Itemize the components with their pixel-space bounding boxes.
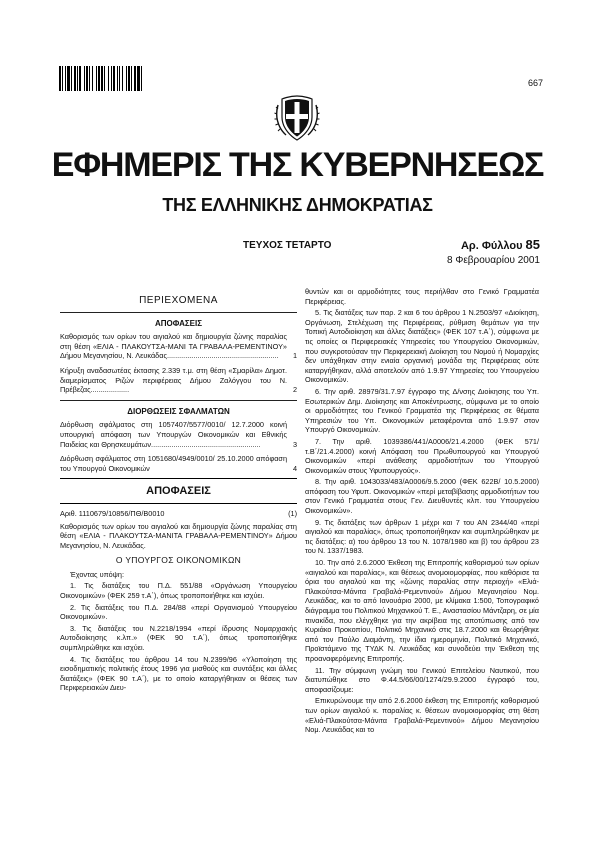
issue-date: 8 Φεβρουαρίου 2001 (447, 255, 540, 266)
right-column (305, 287, 539, 737)
barcode (59, 66, 180, 91)
decision-reference (60, 509, 297, 519)
paragraph: 2. Τις διατάξεις του Π.Δ. 284/88 «περί Οργανισμού Υπουργείου Οικονομικών». (60, 602, 297, 622)
paragraph: 11. Την σύμφωνη γνώμη του Γενικού Επιτελείου Ναυτικού, που διατυπώθηκε στο Φ.44.5/66/00/1274/29.9.2000 έγγραφό του, αποφασίζουμε: (305, 665, 539, 694)
contents-entry-page: 2 (292, 385, 297, 395)
greek-coat-of-arms-icon (272, 93, 322, 143)
divider (60, 478, 297, 479)
contents-corrections-heading: ΔΙΟΡΘΩΣΕΙΣ ΣΦΑΛΜΑΤΩΝ (127, 406, 230, 416)
divider (60, 400, 297, 401)
gazette-title: ΕΦΗΜΕΡΙΣ ΤΗΣ ΚΥΒΕΡΝΗΣΕΩΣ (51, 146, 544, 184)
paragraph: 4. Τις διατάξεις του άρθρου 14 του Ν.2399/96 «Υλοποίηση της εισοδηματικής πολιτικής έτους 1996 για μισθούς και συντάξεις και άλλες διατάξεις» (ΦΕΚ 90 τ.Α΄), με το οποίο καταργήθηκαν οι θέσεις των Περιφερειακών Διευ- (60, 654, 297, 693)
paragraph: 8. Την αριθ. 1043033/483/Α0006/9.5.2000 (ΦΕΚ 622Β/ 10.5.2000) απόφαση του Υφυπ. Οικονομικών «περί μεταβίβασης αρμοδιοτήτων του στον Γενικό Γραμματέα στους Γεν. Διευθυντές κλπ. του Υπουργείου Οικονομικών». (305, 477, 539, 516)
contents-entry (60, 454, 297, 473)
left-paragraphs (60, 570, 297, 693)
divider (60, 312, 297, 313)
contents-entry-page: 4 (292, 463, 297, 473)
right-paragraphs (305, 287, 539, 735)
contents-entry-page: 1 (292, 351, 297, 361)
divider (60, 503, 297, 504)
minister-heading: Ο ΥΠΟΥΡΓΟΣ ΟΙΚΟΝΟΜΙΚΩΝ (115, 555, 242, 566)
paragraph: 7. Την αριθ. 1039386/441/Α0006/21.4.2000 (ΦΕΚ 571/τ.Β΄/21.4.2000) κοινή Απόφαση του Πρωθυπουργού και Υπουργού Οικονομικών «περί ανάθεσης αρμοδιοτήτων του Υπουργού Οικονομικών στους Υφυπουργούς». (305, 436, 539, 475)
contents-entry (60, 332, 297, 361)
contents-entry-text: Διόρθωση σφάλματος στη 1057407/5577/0010/ 12.7.2000 κοινή υπουργική απόφαση των Υπουργών Οικονομικών και Εθνικής Παιδείας και Θρησκευμάτων...................................................... (60, 420, 287, 449)
paragraph: Επικυρώνουμε την από 2.6.2000 έκθεση της Επιτροπής καθορισμού των ορίων αιγιαλού κ. παραλίας κ. θέσεων ανομοιομορφίας στη θέση «Ελιά-Πλακούτσα-Μάνιτα Γραβαλά-Ρεμεντινού» Δήμου Μεγανησίου Νομ. Λευκάδας και το (305, 696, 539, 735)
gazette-subtitle: ΤΗΣ ΕΛΛΗΝΙΚΗΣ ΔΗΜΟΚΡΑΤΙΑΣ (162, 195, 433, 215)
paragraph: 3. Τις διατάξεις του Ν.2218/1994 «περί ίδρυσης Νομαρχιακής Αυτοδιοίκησης κ.λπ.» (ΦΕΚ 90 τ.Α΄), όπως τροποποιήθηκε συμπληρώθηκε και ισχύει. (60, 623, 297, 653)
paragraph: Έχοντας υπόψη: (70, 569, 124, 579)
contents-entry-text: Κήρυξη αναδασωτέας έκτασης 2.339 τ.μ. στη θέση «Σμαρίλα» Δημοτ. διαμερίσματος Ριζών περιφέρειας Δήμου Ζαλόγγου του Ν. Πρέβεζας................... (60, 365, 287, 395)
decision-ref-number: (1) (288, 508, 297, 518)
contents-entry-page: 3 (292, 439, 297, 449)
paragraph: θυντών και οι αρμοδιότητες τους περιήλθαν στο Γενικό Γραμματέα Περιφέρειας. (305, 287, 539, 306)
sheet-number (461, 237, 540, 252)
paragraph: 5. Τις διατάξεις των παρ. 2 και 6 του άρθρου 1 Ν.2503/97 «Διοίκηση, Οργάνωση, Στελέχωση της Περιφέρειας, ρύθμιση θεμάτων για την Τοπική Αυτοδιοίκηση και άλλες διατάξεις» (ΦΕΚ 107 τ.Α΄), σύμφωνα με τις οποίες οι Περιφερειακές Υπηρεσίες του Υπουργείου Οικονομικών, που συγκροτούσαν την Περιφερειακή Διοίκηση του Νομού ή Νομαρχίες δεν υπάχθηκαν στην ενιαία οργανική μονάδα της Περιφέρειας ούτε καταργήθηκαν, αλλά αποτελούν από 1.9.97 Υπηρεσίες του Υπουργείου Οικονομικών. (305, 308, 539, 385)
decisions-title: ΑΠΟΦΑΣΕΙΣ (146, 485, 211, 498)
paragraph: 1. Τις διατάξεις του Π.Δ. 551/88 «Οργάνωση Υπουργείου Οικονομικών» (ΦΕΚ 259 τ.Α΄), όπως τροποποιήθηκε και ισχύει. (60, 581, 297, 601)
contents-entry-text: Διόρθωση σφάλματος στη 1051680/4949/0010/ 25.10.2000 απόφαση του Υπουργού Οικονομικών (60, 454, 287, 473)
decision-subject: Καθορισμός των ορίων του αιγιαλού και δημιουργία ζώνης παραλίας στη θέση «ΕΛΙΑ - ΠΛΑΚΟΥΤΣΑ-ΜΑΝΙΤΑ ΓΡΑΒΑΛΑ-ΡΕΜΕΝΤΙΝΟΥ» Δήμου Μεγανησίου, Ν. Λευκάδας. (60, 521, 297, 550)
paragraph: 6. Την αριθ. 28979/31.7.97 έγγραφο της Δ/νσης Διοίκησης του Υπ. Εσωτερικών Δημ. Διοίκησης και Αποκέντρωσης, σύμφωνα με το οποίο οι αρμοδιότητες του Γενικού Γραμματέα της Περιφέρειας σε θέματα Υπηρεσιών του Υπ. Οικονομικών μεταφέρονται από 1.9.97 στον Υπουργό Οικονομικών. (305, 386, 539, 435)
sheet-number-value: 85 (525, 237, 540, 252)
issue-label: ΤΕΥΧΟΣ ΤΕΤΑΡΤΟ (243, 240, 332, 251)
contents-entry-text: Καθορισμός των ορίων του αιγιαλού και δημιουργία ζώνης παραλίας στη θέση «ΕΛΙΑ - ΠΛΑΚΟΥΤΣΑ-ΜΑΝΙ ΤΑ ΓΡΑΒΑΛΑ-ΡΕΜΕΝΤΙΝΟΥ» Δήμου Μεγανησίου, Ν. Λευκάδας....................................................... (60, 332, 287, 361)
paragraph: 9. Τις διατάξεις των άρθρων 1 μέχρι και 7 του ΑΝ 2344/40 «περί αιγιαλού και παραλίας», όπως τροποποιήθηκαν και συμπληρώθηκαν με τις διατάξεις: α) του άρθρου 13 του Ν. 1078/1980 και β) του άρθρου 23 του Ν. 1337/1983. (305, 517, 539, 556)
contents-entry (60, 420, 297, 449)
decision-ref: Αριθ. 1110679/10856/ΠΘ/Β0010 (60, 508, 165, 518)
page-number: 667 (527, 78, 543, 88)
paragraph: 10. Την από 2.6.2000 Έκθεση της Επιτροπής καθορισμού των ορίων «αιγιαλού και παραλίας», και θέσεως ανομοιομορφίας, που καθόρισε τα όρια του αιγιαλού και της «ζώνης παραλίας στην περιοχή» «Ελιά-Πλακούτσα-Μάνιτα Γραβαλά-Ρεμεντινού» Δήμου Μεγανησίου Νομ. Λευκάδας, και το από Ιανουάριο 2000, με κλίμακα 1:500, Τοπογραφικό διάγραμμα του Πολιτικού Μηχανικού Τ. Ε., Αναστασίου Μάντζαρη, σε μία πινακίδα, που ελέγχθηκε για την ακρίβεια της αποτύπωσης από τον Κυριάκο Προκοπίου, Πολιτικό Μηχανικό στις 18.7.2000 και θεωρήθηκε από τον Παύλο Διαμάντη, την ίδια ημερομηνία, Πολιτικό Μηχανικό, Προϊστάμενο της ΤΥΔΚ Ν. Λευκάδας και συνοδεύει την Έκθεση της προαναφερόμενης Επιτροπής. (305, 558, 539, 663)
contents-heading: ΠΕΡΙΕΧΟΜΕΝΑ (139, 295, 218, 306)
sheet-label: Αρ. Φύλλου (460, 240, 523, 252)
contents-decisions-heading: ΑΠΟΦΑΣΕΙΣ (154, 318, 203, 328)
left-column (60, 292, 297, 695)
contents-entry (60, 366, 297, 395)
